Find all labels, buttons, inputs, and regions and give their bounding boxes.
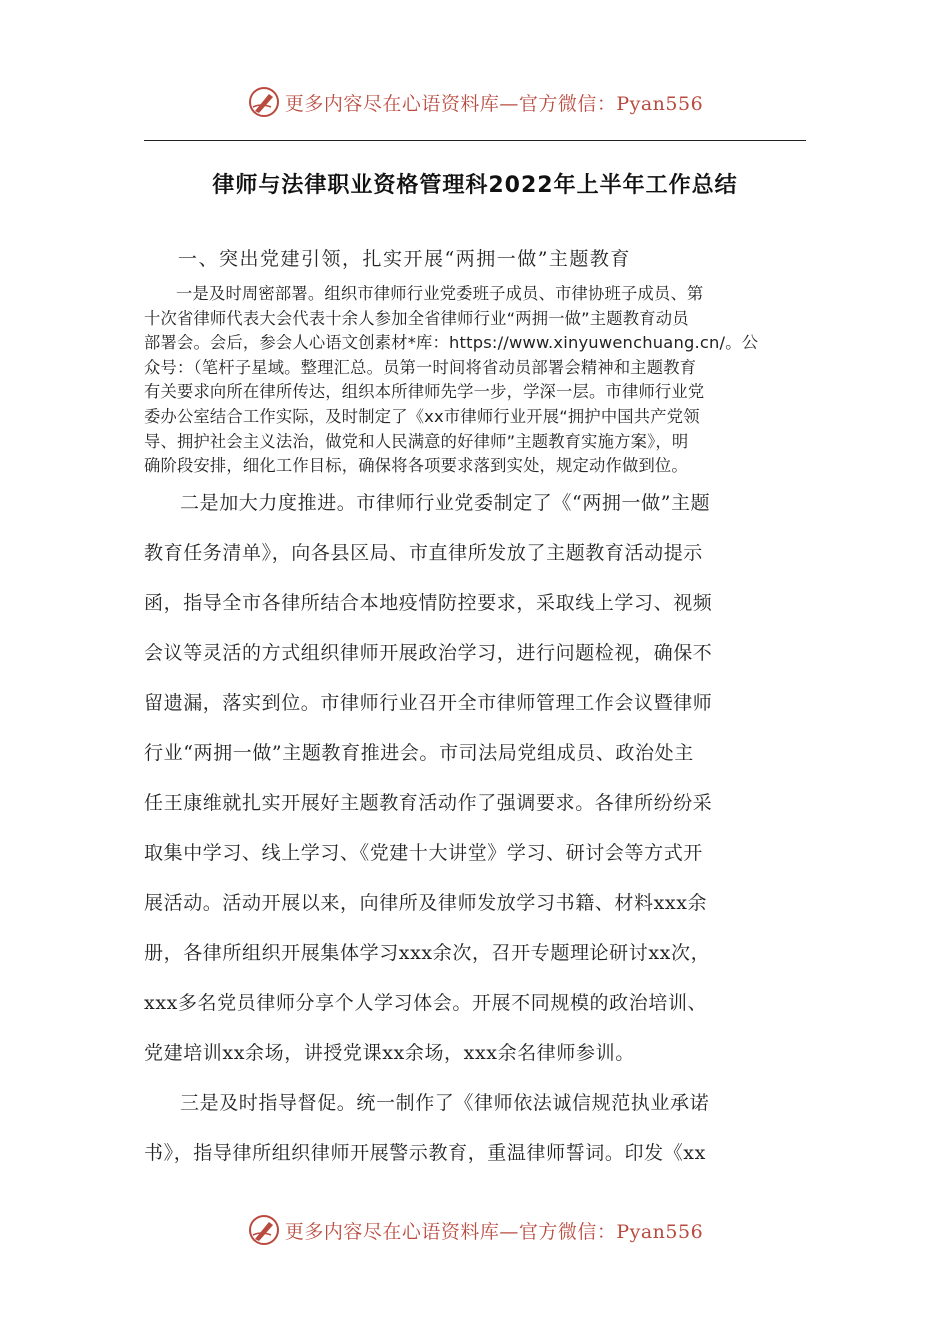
paragraph-line: 行业“两拥一做”主题教育推进会。市司法局党组成员、政治处主 [144,742,694,764]
paragraph-line: 展活动。活动开展以来，向律所及律师发放学习书籍、材料xxx余 [144,892,708,914]
paragraph-line: xxx多名党员律师分享个人学习体会。开展不同规模的政治培训、 [144,992,708,1014]
header-rule [144,140,806,141]
paragraph-line: 册，各律所组织开展集体学习xxx余次，召开专题理论研讨xx次， [144,942,711,964]
paragraph-line: 部署会。会后，参会人心语文创素材*库：https://www.xinyuwenchuang.cn/。公 [144,333,759,353]
paragraph-line: 党建培训xx余场，讲授党课xx余场，xxx余名律师参训。 [144,1042,635,1064]
paragraph-line: 众号：（笔杆子星域。整理汇总。员第一时间将省动员部署会精神和主题教育 [144,357,697,377]
watermark-text-bottom: 更多内容尽在心语资料库—官方微信：Pyan556 [284,1220,704,1243]
paragraph-3 [144,1078,806,1178]
paragraph-line: 导、拥护社会主义法治，做党和人民满意的好律师”主题教育实施方案》，明 [144,431,689,451]
watermark-text-top: 更多内容尽在心语资料库—官方微信：Pyan556 [284,92,704,115]
pen-seal-icon [247,85,281,119]
watermark-banner-top [0,82,950,122]
paragraph-line: 会议等灵活的方式组织律师开展政治学习，进行问题检视，确保不 [144,642,713,664]
paragraph-line: 一是及时周密部署。组织市律师行业党委班子成员、市律协班子成员、第 [176,284,704,303]
watermark-banner-bottom [0,1210,950,1250]
document-title: 律师与法律职业资格管理科2022年上半年工作总结 [212,173,738,198]
paragraph-line: 教育任务清单》，向各县区局、市直律所发放了主题教育活动提示 [144,542,703,564]
paragraph-2 [144,478,806,1078]
paragraph-line: 留遗漏，落实到位。市律师行业召开全市律师管理工作会议暨律师 [144,692,713,714]
paragraph-line: 任王康维就扎实开展好主题教育活动作了强调要求。各律所纷纷采 [144,792,713,814]
paragraph-line: 确阶段安排，细化工作目标，确保将各项要求落到实处，规定动作做到位。 [144,456,688,476]
paragraph-line: 二是加大力度推进。市律师行业党委制定了《“两拥一做”主题 [180,492,711,514]
paragraph-line: 十次省律师代表大会代表十余人参加全省律师行业“两拥一做”主题教育动员 [144,308,689,328]
paragraph-line: 取集中学习、线上学习、《党建十大讲堂》学习、研讨会等方式开 [144,842,703,864]
section-heading: 一、突出党建引领，扎实开展“两拥一做”主题教育 [178,248,631,270]
pen-seal-icon [247,1213,281,1247]
paragraph-line: 书》，指导律所组织律师开展警示教育，重温律师誓词。印发《xx [144,1142,706,1164]
paragraph-line: 有关要求向所在律所传达，组织本所律师先学一步，学深一层。市律师行业党 [144,382,705,402]
paragraph-1 [144,282,806,479]
paragraph-line: 三是及时指导督促。统一制作了《律师依法诚信规范执业承诺 [180,1092,710,1114]
paragraph-line: 函，指导全市各律所结合本地疫情防控要求，采取线上学习、视频 [144,592,713,614]
paragraph-line: 委办公室结合工作实际，及时制定了《xx市律师行业开展“拥护中国共产党领 [144,406,700,426]
